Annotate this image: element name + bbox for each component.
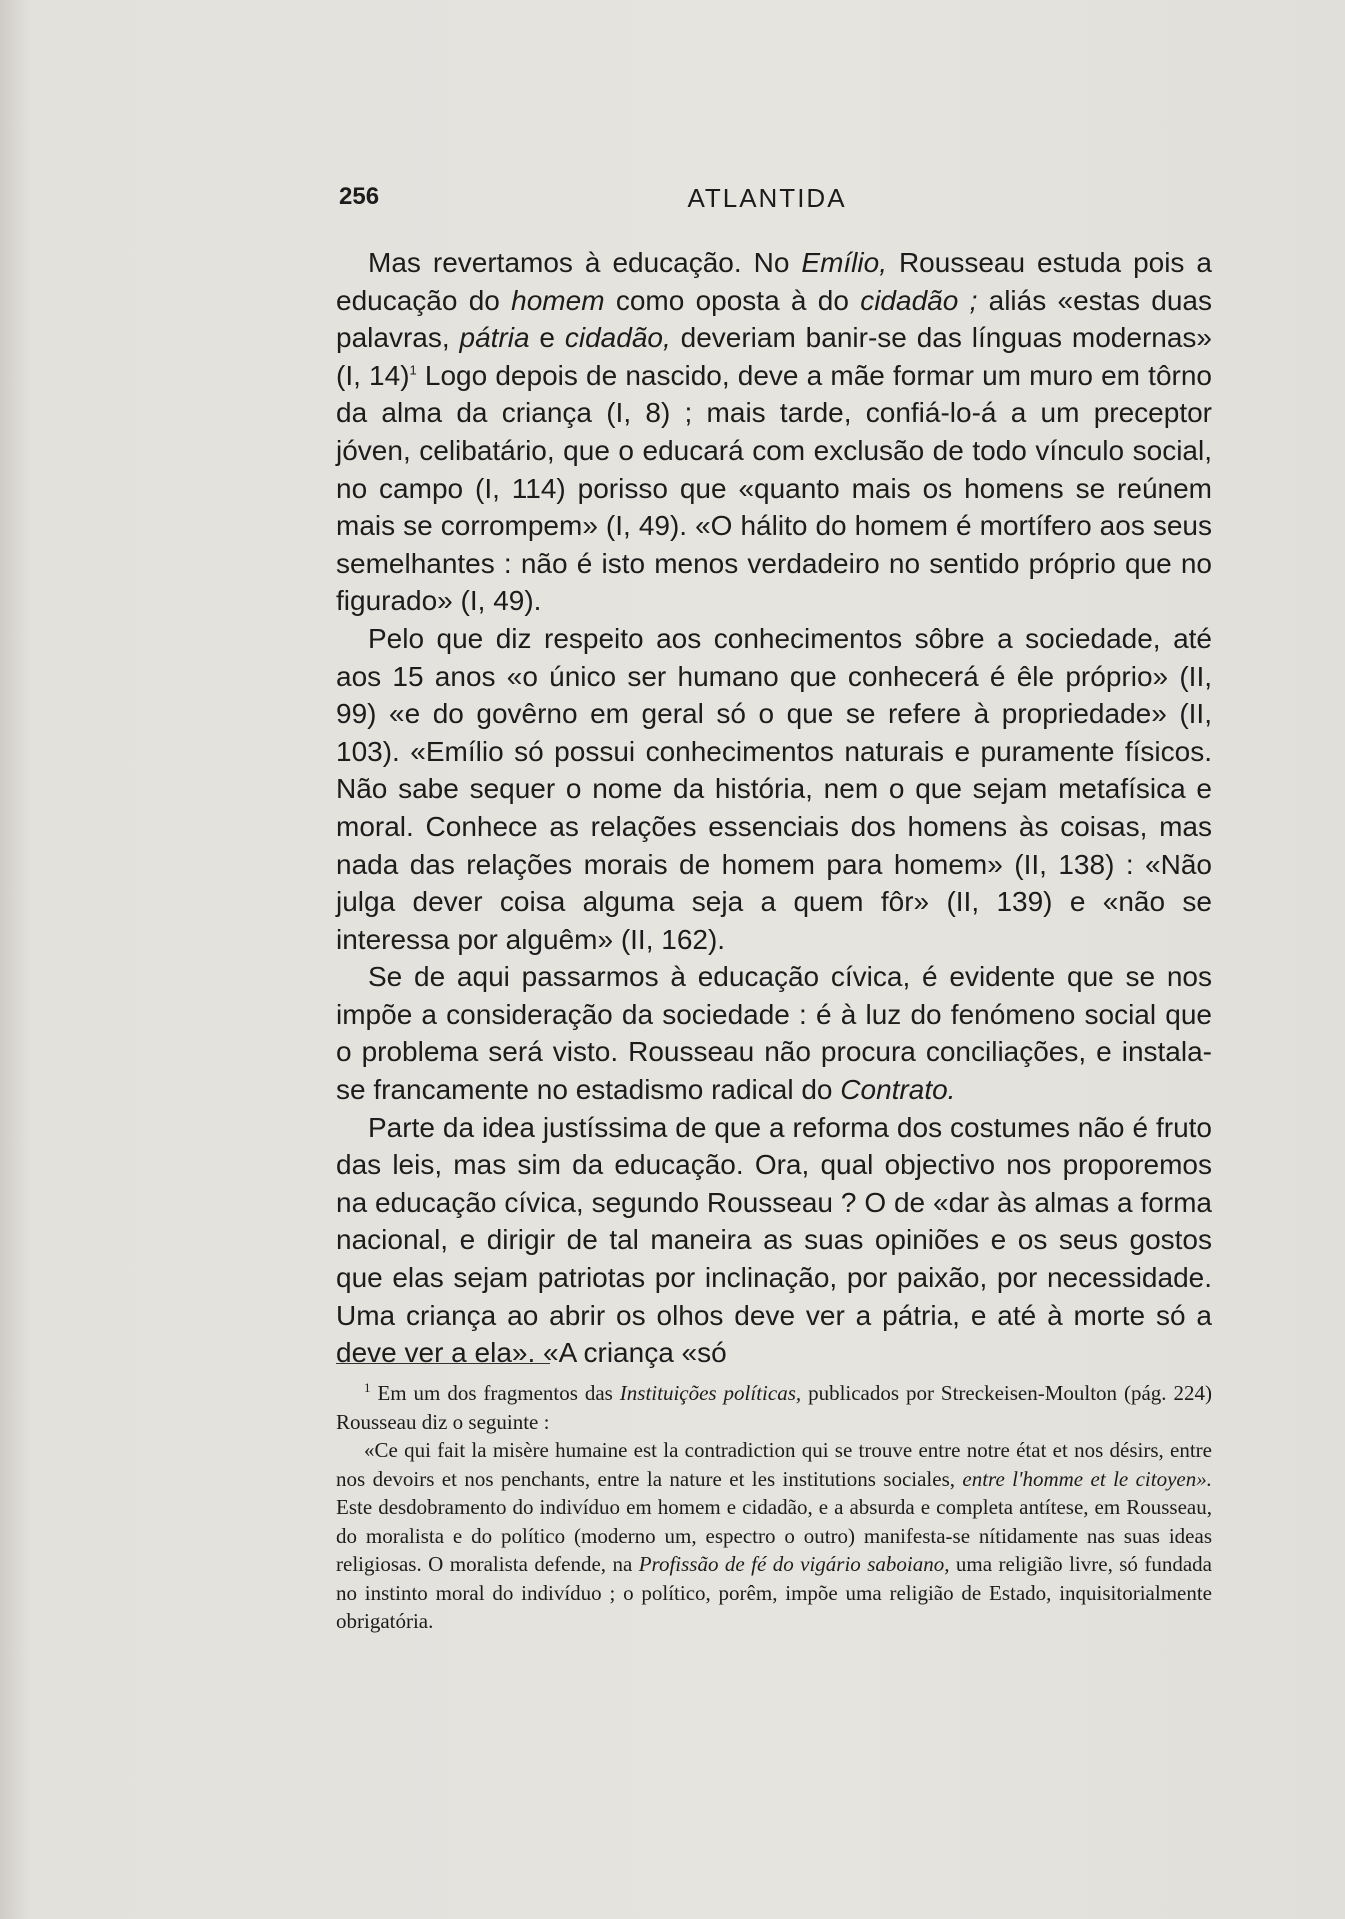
footnote-1-continued bbox=[336, 1436, 1212, 1636]
text-span: Este desdobramento do indivíduo em homem e cidadão, e a absurda e completa antítese, em Rousseau, do moralista e do político (moderno um, espectro o outro) manifesta-se nítidamente nas suas ideas religiosas. O moralista defende, na bbox=[336, 1495, 1212, 1576]
footnote-reference: 1 bbox=[409, 362, 417, 378]
page-header bbox=[339, 183, 1195, 213]
italic-span: homem bbox=[511, 284, 605, 316]
text-span: deveriam banir-se das línguas modernas» (I, 14) bbox=[336, 322, 1212, 391]
text-span: como oposta à do bbox=[604, 284, 861, 316]
paragraph-1 bbox=[336, 244, 1212, 620]
text-span: Em um dos fragmentos das bbox=[370, 1381, 620, 1405]
italic-span: cidadão, bbox=[564, 322, 671, 354]
footnotes bbox=[336, 1379, 1212, 1636]
footnote-mark: 1 bbox=[364, 1380, 371, 1395]
text-span: «Ce qui fait la misère humaine est la contradiction qui se trouve entre notre état et nos désirs, entre nos devoirs et nos penchants, entre la nature et les institutions sociales, bbox=[336, 1438, 1212, 1491]
text-span: e bbox=[529, 322, 565, 354]
running-title: ATLANTIDA bbox=[687, 183, 847, 213]
paragraph-2: Pelo que diz respeito aos conhecimentos sôbre a sociedade, até aos 15 anos «o único ser humano que conhecerá é êle próprio» (II, 99) «e do govêrno em geral só o que se refere à propriedade» (II, 103). «Emílio só possui conhecimentos naturais e puramente físicos. Não sabe sequer o nome da história, nem o que sejam metafísica e moral. Conhece as relações essenciais dos homens às coisas, mas nada das relações morais de homem para homem» (II, 138) : «Não julga dever coisa alguma seja a quem fôr» (II, 139) e «não se interessa por alguêm» (II, 162). bbox=[336, 622, 1212, 955]
italic-span: Contrato. bbox=[840, 1074, 956, 1106]
italic-span: Instituições políticas, bbox=[619, 1381, 802, 1405]
paragraph-4: Parte da idea justíssima de que a reforma dos costumes não é fruto das leis, mas sim da educação. Ora, qual objectivo nos proporemos na educação cívica, segundo Rousseau ? O de «dar às almas a forma nacional, e dirigir de tal maneira as suas opiniões e os seus gostos que elas sejam patriotas por inclinação, por paixão, por necessidade. Uma criança ao abrir os olhos deve ver a pátria, e até à morte só a deve ver a ela». «A criança «só bbox=[336, 1111, 1212, 1369]
footnote-1 bbox=[336, 1379, 1212, 1436]
paragraph-3 bbox=[336, 958, 1212, 1108]
text-span: Se de aqui passarmos à educação cívica, é evidente que se nos impõe a consideração da sociedade : é à luz do fenómeno social que o problema será visto. Rousseau não procura conciliações, e instala-se francamente no estadismo radical do bbox=[336, 961, 1212, 1106]
text-span: aliás «estas duas palavras, bbox=[336, 284, 1213, 354]
italic-span: Emílio, bbox=[801, 247, 887, 278]
page-number: 256 bbox=[339, 183, 380, 210]
text-span: Rousseau estuda pois a educação do bbox=[336, 247, 1212, 316]
italic-span: pátria bbox=[459, 322, 530, 354]
italic-span: Profissão de fé do vigário saboiano, bbox=[638, 1552, 950, 1576]
main-text bbox=[336, 244, 1212, 1372]
footnote-divider bbox=[336, 1363, 550, 1364]
italic-span: entre l'homme et le citoyen». bbox=[962, 1466, 1212, 1491]
text-span: publicados por Streckeisen-Moulton (pág. 224) Rousseau diz o seguinte : bbox=[336, 1381, 1212, 1434]
text-span: Mas revertamos à educação. No bbox=[368, 247, 802, 278]
italic-span: cidadão ; bbox=[860, 284, 978, 316]
text-span: uma religião livre, só fundada no instinto moral do indivíduo ; o político, porêm, impõe uma religião de Estado, inquisitorialmente obrigatória. bbox=[336, 1552, 1212, 1633]
text-span: Logo depois de nascido, deve a mãe formar um muro em tôrno da alma da criança (I, 8) ; mais tarde, confiá-lo-á a um preceptor jóven, celibatário, que o educará com exclusão de todo vínculo social, no campo (I, 114) porisso que «quanto mais os homens se reúnem mais se corrompem» (I, 49). «O hálito do homem é mortífero aos seus semelhantes : não é isto menos verdadeiro no sentido próprio que no figurado» (I, 49). bbox=[336, 359, 1212, 617]
